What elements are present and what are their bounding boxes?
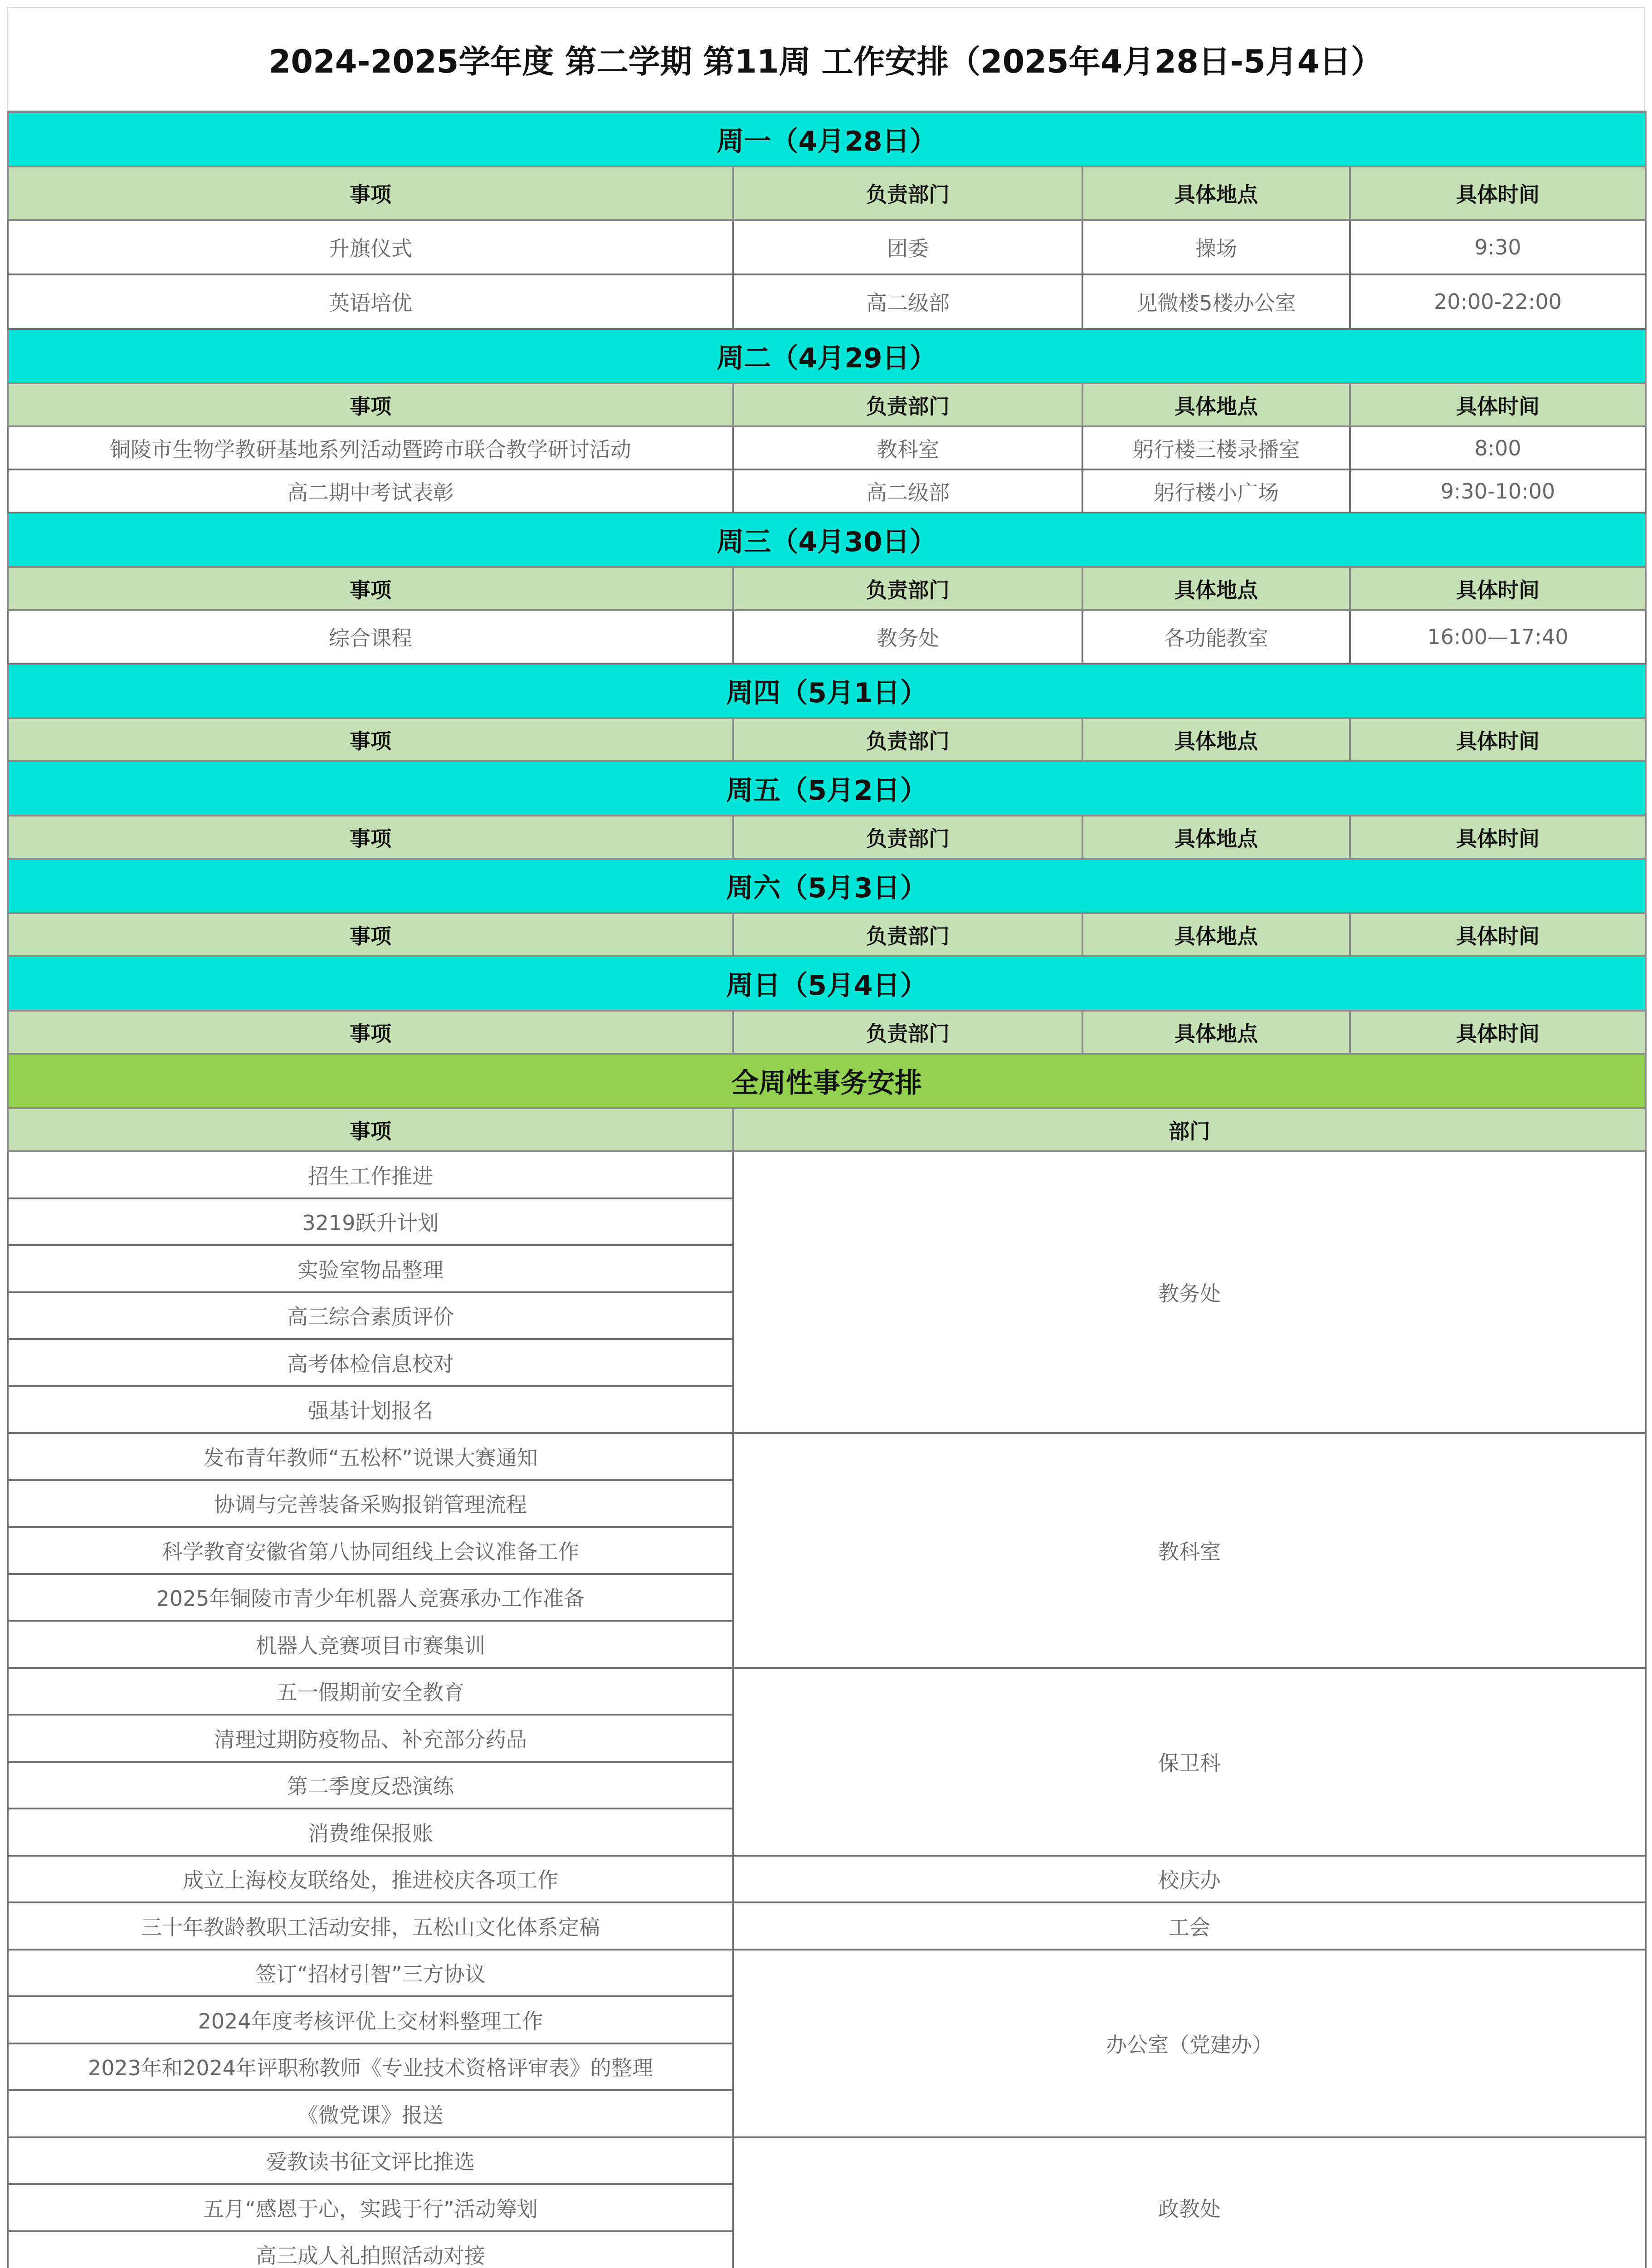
schedule-table (7, 111, 1647, 2268)
column-header-time: 具体时间 (1350, 1011, 1646, 1054)
day-header-row (8, 859, 1646, 913)
weekly-item: 高三综合素质评价 (8, 1292, 733, 1339)
table-row (8, 610, 1646, 664)
weekly-row (8, 1902, 1646, 1950)
column-header-dept: 负责部门 (733, 816, 1082, 859)
cell-place: 躬行楼小广场 (1082, 469, 1350, 513)
weekly-item: 3219跃升计划 (8, 1198, 733, 1246)
weekly-item: 协调与完善装备采购报销管理流程 (8, 1480, 733, 1527)
weekly-item: 强基计划报名 (8, 1386, 733, 1433)
column-header-place: 具体地点 (1082, 383, 1350, 426)
day-header: 周五（5月2日） (8, 761, 1646, 816)
weekly-item: 清理过期防疫物品、补充部分药品 (8, 1715, 733, 1762)
day-header-row (8, 761, 1646, 816)
day-header: 周一（4月28日） (8, 112, 1646, 166)
weekly-item: 招生工作推进 (8, 1151, 733, 1198)
weekly-row (8, 2137, 1646, 2185)
column-header-row (8, 1011, 1646, 1054)
column-header-dept: 负责部门 (733, 166, 1082, 220)
weekly-item: 机器人竞赛项目市赛集训 (8, 1621, 733, 1668)
column-header-dept: 负责部门 (733, 383, 1082, 426)
weekly-item: 签订“招材引智”三方协议 (8, 1950, 733, 1997)
weekly-item: 五一假期前安全教育 (8, 1668, 733, 1715)
weekly-dept: 政教处 (733, 2137, 1646, 2268)
column-header-item: 事项 (8, 718, 733, 761)
column-header-dept: 负责部门 (733, 718, 1082, 761)
weekly-dept: 办公室（党建办） (733, 1950, 1646, 2137)
cell-place: 躬行楼三楼录播室 (1082, 426, 1350, 469)
cell-item: 英语培优 (8, 274, 733, 329)
cell-item: 综合课程 (8, 610, 733, 664)
cell-time: 20:00-22:00 (1350, 274, 1646, 329)
table-row (8, 274, 1646, 329)
cell-item: 铜陵市生物学教研基地系列活动暨跨市联合教学研讨活动 (8, 426, 733, 469)
day-header: 周四（5月1日） (8, 664, 1646, 718)
column-header-row (8, 567, 1646, 610)
table-row (8, 220, 1646, 274)
column-header-place: 具体地点 (1082, 913, 1350, 956)
day-header: 周三（4月30日） (8, 513, 1646, 567)
cell-dept: 教务处 (733, 610, 1082, 664)
cell-time: 16:00—17:40 (1350, 610, 1646, 664)
column-header-time: 具体时间 (1350, 567, 1646, 610)
weekly-row (8, 1950, 1646, 1997)
cell-dept: 团委 (733, 220, 1082, 274)
day-header-row (8, 664, 1646, 718)
day-header-row (8, 329, 1646, 383)
weekly-row (8, 1433, 1646, 1480)
weekly-item: 三十年教龄教职工活动安排，五松山文化体系定稿 (8, 1902, 733, 1950)
column-header-row (8, 383, 1646, 426)
weekly-item: 2025年铜陵市青少年机器人竞赛承办工作准备 (8, 1574, 733, 1621)
day-header-row (8, 956, 1646, 1011)
cell-dept: 教科室 (733, 426, 1082, 469)
day-header-row (8, 112, 1646, 166)
column-header-dept: 负责部门 (733, 1011, 1082, 1054)
column-header-item: 事项 (8, 816, 733, 859)
weekly-dept: 教科室 (733, 1433, 1646, 1668)
cell-time: 8:00 (1350, 426, 1646, 469)
weekly-item: 消费维保报账 (8, 1809, 733, 1856)
column-header-place: 具体地点 (1082, 718, 1350, 761)
weekly-item: 第二季度反恐演练 (8, 1762, 733, 1809)
column-header-dept: 负责部门 (733, 913, 1082, 956)
weekly-dept: 工会 (733, 1902, 1646, 1950)
weekly-item: 2024年度考核评优上交材料整理工作 (8, 1996, 733, 2043)
weekly-item: 实验室物品整理 (8, 1245, 733, 1292)
weekly-header: 全周性事务安排 (8, 1054, 1646, 1108)
weekly-item: 发布青年教师“五松杯”说课大赛通知 (8, 1433, 733, 1480)
cell-place: 各功能教室 (1082, 610, 1350, 664)
table-row (8, 469, 1646, 513)
weekly-item: 2023年和2024年评职称教师《专业技术资格评审表》的整理 (8, 2043, 733, 2091)
weekly-column-dept: 部门 (733, 1108, 1646, 1151)
weekly-item: 爱教读书征文评比推选 (8, 2137, 733, 2185)
column-header-time: 具体时间 (1350, 718, 1646, 761)
column-header-item: 事项 (8, 913, 733, 956)
column-header-item: 事项 (8, 1011, 733, 1054)
cell-time: 9:30-10:00 (1350, 469, 1646, 513)
table-row (8, 426, 1646, 469)
weekly-column-item: 事项 (8, 1108, 733, 1151)
weekly-row (8, 1856, 1646, 1903)
weekly-item: 《微党课》报送 (8, 2090, 733, 2137)
cell-item: 升旗仪式 (8, 220, 733, 274)
column-header-dept: 负责部门 (733, 567, 1082, 610)
column-header-place: 具体地点 (1082, 816, 1350, 859)
weekly-row (8, 1668, 1646, 1715)
column-header-row (8, 718, 1646, 761)
weekly-column-header-row (8, 1108, 1646, 1151)
cell-item: 高二期中考试表彰 (8, 469, 733, 513)
page-title: 2024-2025学年度 第二学期 第11周 工作安排（2025年4月28日-5月4日） (7, 7, 1645, 111)
day-header: 周二（4月29日） (8, 329, 1646, 383)
weekly-item: 高考体检信息校对 (8, 1339, 733, 1386)
weekly-item: 成立上海校友联络处，推进校庆各项工作 (8, 1856, 733, 1903)
day-header: 周日（5月4日） (8, 956, 1646, 1011)
weekly-row (8, 1151, 1646, 1198)
weekly-dept: 保卫科 (733, 1668, 1646, 1856)
weekly-header-row (8, 1054, 1646, 1108)
column-header-row (8, 816, 1646, 859)
column-header-time: 具体时间 (1350, 913, 1646, 956)
column-header-row (8, 913, 1646, 956)
column-header-item: 事项 (8, 166, 733, 220)
weekly-dept: 教务处 (733, 1151, 1646, 1433)
cell-time: 9:30 (1350, 220, 1646, 274)
column-header-time: 具体时间 (1350, 383, 1646, 426)
column-header-time: 具体时间 (1350, 816, 1646, 859)
day-header-row (8, 513, 1646, 567)
cell-place: 操场 (1082, 220, 1350, 274)
weekly-item: 五月“感恩于心，实践于行”活动筹划 (8, 2184, 733, 2231)
day-header: 周六（5月3日） (8, 859, 1646, 913)
cell-place: 见微楼5楼办公室 (1082, 274, 1350, 329)
column-header-item: 事项 (8, 567, 733, 610)
column-header-row (8, 166, 1646, 220)
cell-dept: 高二级部 (733, 274, 1082, 329)
column-header-place: 具体地点 (1082, 567, 1350, 610)
weekly-item: 科学教育安徽省第八协同组线上会议准备工作 (8, 1527, 733, 1574)
column-header-place: 具体地点 (1082, 1011, 1350, 1054)
cell-dept: 高二级部 (733, 469, 1082, 513)
column-header-place: 具体地点 (1082, 166, 1350, 220)
weekly-dept: 校庆办 (733, 1856, 1646, 1903)
column-header-item: 事项 (8, 383, 733, 426)
weekly-item: 高三成人礼拍照活动对接 (8, 2231, 733, 2268)
column-header-time: 具体时间 (1350, 166, 1646, 220)
